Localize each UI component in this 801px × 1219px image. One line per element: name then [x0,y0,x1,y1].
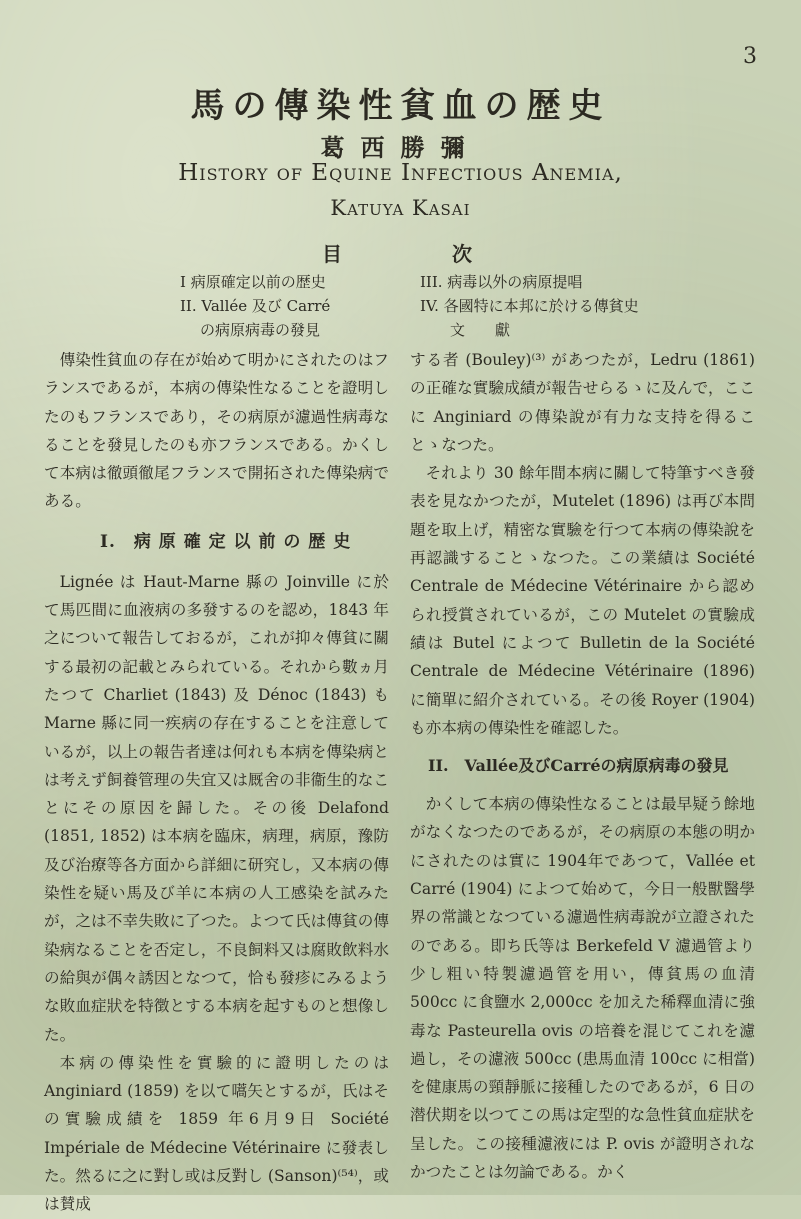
toc-item: II. Vallée 及び Carré [180,297,331,315]
toc-item: 文 獻 [450,321,511,339]
toc-right [420,270,639,342]
section-heading-1: I. 病 原 確 定 以 前 の 歴 史 [100,531,352,552]
title-english: History of Equine Infectious Anemia, [178,160,623,186]
body-paragraph: かくして本病の傳染性なることは最早疑う餘地がなくなつたのであるが，その病原の本態の明かにされたのは實に 1904年であつて，Vallée et Carré (1904) によつて始めて，今日一般獸醫學界の常識となつている濾過性病毒說が立證されたのである。即ち氏等は Berkefeld V 濾過管より少し粗い特製濾過管を用い，傳貧馬の血清 500cc に食鹽水 2,000cc を加えた稀釋血清に強毒な Pasteurella ovis の培養を混じてこれを濾過し，その濾液 500cc (患馬血清 100cc に相當) を健康馬の頸靜脈に接種したのであるが，6 日の潜伏期を以つてこの馬は定型的な急性貧血症狀を呈した。この接種濾液には P. ovis が證明されなかつたことは勿論である。かく [410,795,755,1182]
right-column [410,346,755,1186]
toc-item: IV. 各國特に本邦に於ける傳貧史 [420,297,639,315]
toc-left [180,270,330,342]
toc-label-right: 次 [452,242,472,266]
page-number: 3 [743,44,757,69]
section-heading-2: II. Vallée及びCarréの病原病毒の發見 [428,756,729,776]
left-column [44,346,389,1219]
author-japanese: 葛西勝彌 [320,133,481,162]
body-paragraph: Lignée は Haut-Marne 縣の Joinville に於て馬匹間に血液病の多發するのを認め，1843 年之について報告しておるが，これが抑々傳貧に關する最初の記載とみられている。それから數ヵ月たつて Charliet (1843) 及 Dénoc (1843) も Marne 縣に同一疾病の存在することを注意しているが，以上の報告者達は何れも本病を傳染病とは考えず飼養管理の失宜又は厩舍の非衞生的なことにその原因を歸した。その後 Delafond (1851, 1852) は本病を臨床，病理，病原，豫防及び治療等各方面から詳細に研究し，又本病の傳染性を疑い馬及び羊に本病の人工感染を試みたが，之は不幸失敗に了つた。よつて氏は傳貧の傳染病なることを否定し，不良飼料又は腐敗飲料水の給與が偶々誘因となつて，恰も發疹にみるような敗血症狀を特徴とする本病を起すものと想像した。 [44,572,389,1044]
body-paragraph: する者 (Bouley)⁽³⁾ があつたが，Ledru (1861) の正確な實驗成績が報告せらるゝに及んで，ここに Anginiard の傳染說が有力な支持を得ることゝなつた。 [410,351,755,454]
body-paragraph: 本病の傳染性を實驗的に證明したのは Anginiard (1859) を以て嚆矢とするが，氏はその實驗成績を 1859 年6月9日 Société Impériale de Médecine Vétérinaire に發表した。然るに之に對し或は反對し (Sanson)⁽⁵⁴⁾，或は賛成 [44,1053,389,1214]
title-japanese: 馬の傳染性貧血の歴史 [190,86,611,126]
toc-item: III. 病毒以外の病原提唱 [420,273,583,291]
intro-paragraph: 傳染性貧血の存在が始めて明かにされたのはフランスであるが，本病の傳染性なることを證明したのもフランスであり，その病原が濾過性病毒なることを發見したのも亦フランスである。かくして本病は徹頭徹尾フランスで開拓された傳染病である。 [44,351,389,511]
body-paragraph: それより 30 餘年間本病に關して特筆すべき發表を見なかつたが，Mutelet (1896) は再び本問題を取上げ，精密な實驗を行つて本病の傳染說を再認識することゝなつた。この業績は Société Centrale de Médecine Vétérinaire から認められ授賞されているが，この Mutelet の實驗成績は Butel によつて Bulletin de la Société Centrale de Médecine Vétérinaire (1896) に簡單に紹介されている。その後 Royer (1904) も亦本病の傳染性を確認した。 [410,464,755,737]
toc-item: I 病原確定以前の歴史 [180,273,326,291]
toc-label-left: 目 [322,242,342,266]
toc-item: の病原病毒の發見 [200,321,321,339]
author-english: Katuya Kasai [330,196,471,220]
